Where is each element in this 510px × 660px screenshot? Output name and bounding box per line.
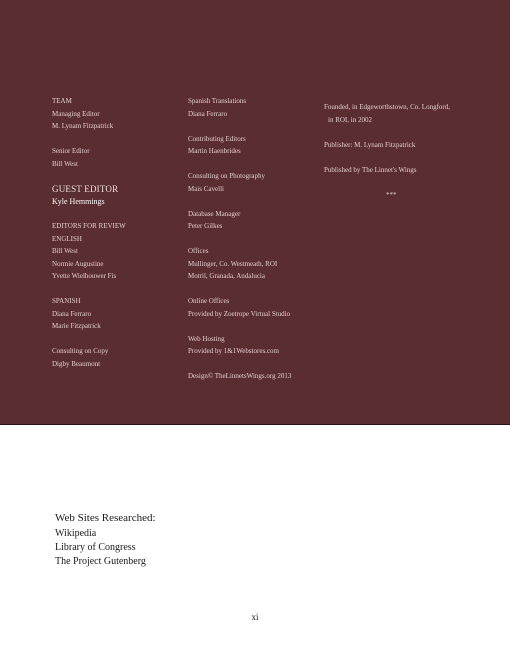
spacer — [188, 283, 318, 296]
person-name: Marie Fitzpatrick — [52, 322, 101, 330]
office-location: Mullinger, Co. Westmeath, ROI — [188, 259, 278, 268]
office-location: Motril, Granada, Andalucia — [188, 272, 265, 280]
person-name: Yvette Wielhouwer Fis — [52, 272, 117, 280]
web-site-item: Library of Congress — [55, 542, 136, 553]
spacer — [52, 208, 182, 221]
role-label: Database Manager — [188, 209, 241, 218]
person-name: M. Lynam Fitzpatrick — [52, 122, 114, 130]
web-site-item: Wikipedia — [55, 528, 97, 539]
page-number: xi — [251, 612, 259, 622]
spacer — [188, 358, 318, 371]
copyright-text: Design© TheLinnetsWings.org 2013 — [188, 372, 292, 380]
published-by-text: Published by The Linnet's Wings — [324, 165, 417, 174]
spacer — [188, 233, 318, 246]
spacer — [188, 195, 318, 208]
person-name: Normie Augustine — [52, 259, 104, 268]
founded-text: in ROI, in 2002 — [328, 115, 372, 124]
person-name: Diana Ferraro — [188, 109, 228, 118]
role-label: Contributing Editors — [188, 134, 246, 143]
web-site-item: The Project Gutenberg — [55, 556, 146, 567]
spacer — [52, 283, 182, 296]
section-heading: ENGLISH — [52, 234, 82, 243]
role-label: Spanish Translations — [188, 97, 247, 105]
person-name: Bill West — [52, 159, 78, 168]
role-label: Senior Editor — [52, 147, 90, 155]
separator-stars: *** — [386, 190, 397, 199]
spacer — [52, 133, 182, 146]
spacer — [188, 120, 318, 133]
spacer — [52, 333, 182, 346]
person-name: Martin Haenbrides — [188, 147, 241, 155]
web-sites-title: Web Sites Researched: — [55, 512, 156, 524]
spacer — [324, 126, 484, 139]
section-heading: EDITORS FOR REVIEW — [52, 222, 126, 230]
role-label: Consulting on Copy — [52, 347, 109, 355]
spacer — [188, 158, 318, 171]
person-name: Mais Cavelli — [188, 184, 224, 193]
provider-text: Provided by Zoetrope Virtual Studio — [188, 309, 291, 318]
section-heading: SPANISH — [52, 297, 81, 305]
spacer — [188, 320, 318, 333]
guest-editor-name: Kyle Hemmings — [52, 196, 105, 206]
web-sites-section — [55, 510, 156, 569]
person-name: Bill West — [52, 247, 78, 255]
founded-text: Founded, in Edgeworthstown, Co. Longford, — [324, 103, 450, 111]
column-staff — [188, 95, 318, 383]
column-publication — [324, 101, 484, 201]
publisher-text: Publisher: M. Lynam Fitzpatrick — [324, 140, 416, 149]
person-name: Peter Gilkes — [188, 222, 223, 230]
spacer — [52, 170, 182, 183]
team-heading: TEAM — [52, 97, 72, 105]
person-name: Diana Ferraro — [52, 309, 92, 318]
guest-editor-heading: GUEST EDITOR — [52, 183, 119, 194]
spacer — [324, 151, 484, 164]
role-label: Managing Editor — [52, 109, 100, 118]
person-name: Digby Beaumont — [52, 359, 101, 368]
spacer — [324, 176, 484, 189]
provider-text: Provided by 1&1Webstores.com — [188, 347, 280, 355]
role-label: Offices — [188, 247, 209, 255]
role-label: Web Hosting — [188, 334, 225, 343]
role-label: Online Offices — [188, 297, 230, 305]
role-label: Consulting on Photography — [188, 172, 266, 180]
column-team — [52, 95, 182, 370]
